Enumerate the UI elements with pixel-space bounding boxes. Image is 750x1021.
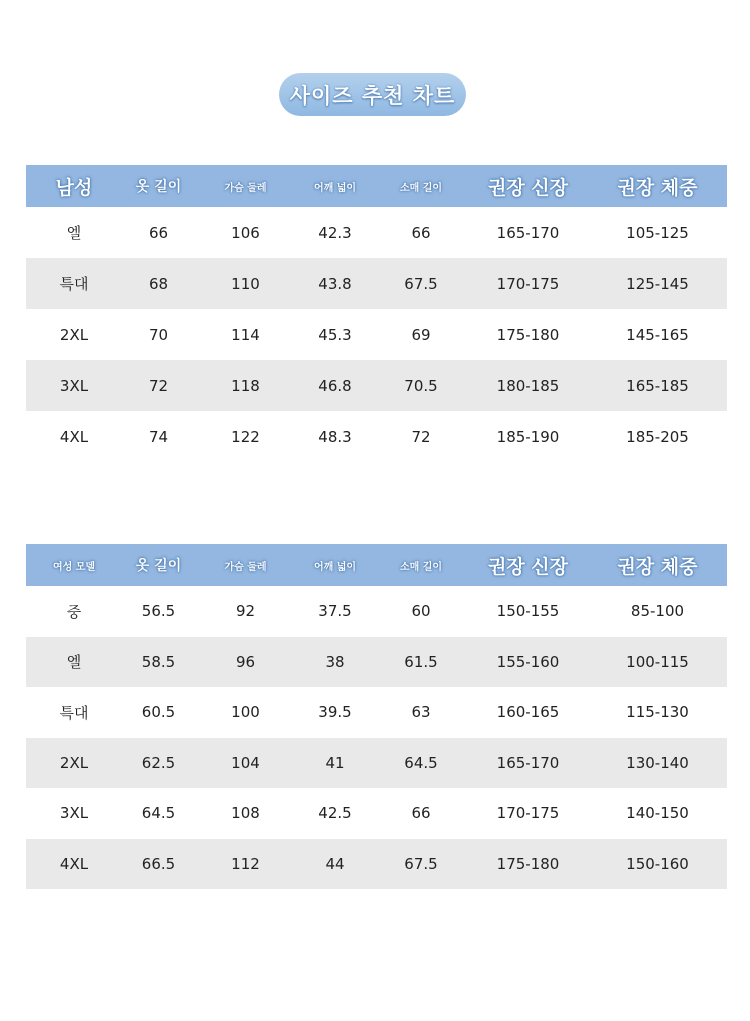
header-sleeve: 소매 길이 bbox=[374, 544, 468, 586]
cell-chest: 114 bbox=[231, 325, 260, 344]
cell-size: 4XL bbox=[26, 839, 122, 890]
cell-weight: 130-140 bbox=[588, 738, 727, 789]
cell-chest: 110 bbox=[195, 258, 296, 309]
cell-length: 60.5 bbox=[141, 703, 176, 722]
cell-shoulder: 42.3 bbox=[318, 223, 352, 242]
header-chest: 가슴 둘레 bbox=[195, 165, 296, 207]
cell-shoulder: 45.3 bbox=[318, 325, 352, 344]
cell-height: 150-155 bbox=[496, 602, 560, 621]
cell-height: 180-185 bbox=[468, 360, 588, 411]
cell-sleeve: 67.5 bbox=[374, 839, 468, 890]
header-height: 권장 신장 bbox=[468, 544, 588, 586]
cell-height: 175-180 bbox=[496, 325, 560, 344]
cell-size: 4XL bbox=[59, 427, 89, 446]
cell-height: 185-190 bbox=[496, 427, 560, 446]
cell-shoulder: 44 bbox=[296, 839, 374, 890]
cell-size: 특대 bbox=[59, 703, 89, 722]
cell-shoulder: 39.5 bbox=[318, 703, 352, 722]
header-sleeve: 소매 길이 bbox=[374, 165, 468, 207]
cell-length: 62.5 bbox=[122, 738, 195, 789]
header-chest: 가슴 둘레 bbox=[195, 544, 296, 586]
header-length: 옷 길이 bbox=[122, 544, 195, 586]
women-size-table bbox=[26, 544, 727, 889]
cell-sleeve: 64.5 bbox=[374, 738, 468, 789]
cell-weight: 140-150 bbox=[626, 804, 689, 823]
header-weight: 권장 체중 bbox=[588, 544, 727, 586]
cell-shoulder: 46.8 bbox=[296, 360, 374, 411]
table-header-row bbox=[26, 165, 727, 207]
table-header-row bbox=[26, 544, 727, 586]
cell-chest: 108 bbox=[231, 804, 260, 823]
header-shoulder: 어깨 넓이 bbox=[296, 165, 374, 207]
cell-chest: 100 bbox=[231, 703, 260, 722]
cell-weight: 165-185 bbox=[588, 360, 727, 411]
cell-chest: 104 bbox=[195, 738, 296, 789]
table-row bbox=[26, 309, 727, 360]
cell-height: 165-170 bbox=[468, 738, 588, 789]
cell-height: 160-165 bbox=[496, 703, 560, 722]
cell-shoulder: 43.8 bbox=[296, 258, 374, 309]
table-row bbox=[26, 687, 727, 738]
cell-weight: 185-205 bbox=[626, 427, 689, 446]
cell-weight: 125-145 bbox=[588, 258, 727, 309]
cell-sleeve: 66 bbox=[411, 223, 431, 242]
cell-weight: 85-100 bbox=[630, 602, 685, 621]
cell-sleeve: 69 bbox=[411, 325, 431, 344]
header-gender: 여성 모델 bbox=[26, 544, 122, 586]
table-row bbox=[26, 360, 727, 411]
cell-size: 엘 bbox=[66, 224, 82, 242]
cell-length: 58.5 bbox=[122, 637, 195, 688]
header-gender: 남성 bbox=[26, 165, 122, 207]
cell-length: 66 bbox=[148, 223, 169, 242]
cell-sleeve: 66 bbox=[411, 804, 431, 823]
cell-size: 3XL bbox=[59, 804, 89, 823]
cell-weight: 100-115 bbox=[588, 637, 727, 688]
cell-shoulder: 41 bbox=[296, 738, 374, 789]
cell-weight: 150-160 bbox=[588, 839, 727, 890]
cell-length: 70 bbox=[148, 325, 169, 344]
cell-shoulder: 42.5 bbox=[318, 804, 352, 823]
cell-weight: 115-130 bbox=[626, 703, 689, 722]
cell-chest: 118 bbox=[195, 360, 296, 411]
table-row bbox=[26, 411, 727, 462]
table-row bbox=[26, 637, 727, 688]
cell-chest: 106 bbox=[231, 223, 260, 242]
cell-height: 155-160 bbox=[468, 637, 588, 688]
cell-shoulder: 37.5 bbox=[318, 602, 352, 621]
table-row bbox=[26, 738, 727, 789]
cell-chest: 96 bbox=[195, 637, 296, 688]
cell-shoulder: 48.3 bbox=[318, 427, 352, 446]
cell-sleeve: 63 bbox=[411, 703, 431, 722]
table-row bbox=[26, 258, 727, 309]
cell-height: 165-170 bbox=[496, 223, 560, 242]
header-length: 옷 길이 bbox=[122, 165, 195, 207]
cell-length: 66.5 bbox=[122, 839, 195, 890]
cell-length: 72 bbox=[122, 360, 195, 411]
cell-size: 엘 bbox=[26, 637, 122, 688]
cell-size: 2XL bbox=[59, 325, 89, 344]
cell-sleeve: 67.5 bbox=[374, 258, 468, 309]
table-row bbox=[26, 839, 727, 890]
header-weight: 권장 체중 bbox=[588, 165, 727, 207]
cell-shoulder: 38 bbox=[296, 637, 374, 688]
cell-sleeve: 72 bbox=[411, 427, 431, 446]
table-row bbox=[26, 586, 727, 637]
header-shoulder: 어깨 넓이 bbox=[296, 544, 374, 586]
cell-length: 68 bbox=[122, 258, 195, 309]
cell-sleeve: 70.5 bbox=[374, 360, 468, 411]
cell-size: 특대 bbox=[26, 258, 122, 309]
cell-length: 74 bbox=[148, 427, 169, 446]
cell-size: 중 bbox=[66, 602, 82, 621]
cell-sleeve: 61.5 bbox=[374, 637, 468, 688]
cell-height: 175-180 bbox=[468, 839, 588, 890]
cell-size: 2XL bbox=[26, 738, 122, 789]
cell-height: 170-175 bbox=[496, 804, 560, 823]
table-row bbox=[26, 788, 727, 839]
cell-sleeve: 60 bbox=[411, 602, 431, 621]
cell-length: 64.5 bbox=[141, 804, 176, 823]
cell-weight: 145-165 bbox=[626, 325, 689, 344]
table-row bbox=[26, 207, 727, 258]
chart-title: 사이즈 추천 차트 bbox=[279, 73, 466, 116]
header-height: 권장 신장 bbox=[468, 165, 588, 207]
men-size-table bbox=[26, 165, 727, 462]
cell-weight: 105-125 bbox=[626, 223, 689, 242]
cell-chest: 122 bbox=[231, 427, 260, 446]
cell-size: 3XL bbox=[26, 360, 122, 411]
cell-length: 56.5 bbox=[141, 602, 176, 621]
cell-chest: 92 bbox=[235, 602, 256, 621]
cell-chest: 112 bbox=[195, 839, 296, 890]
cell-height: 170-175 bbox=[468, 258, 588, 309]
